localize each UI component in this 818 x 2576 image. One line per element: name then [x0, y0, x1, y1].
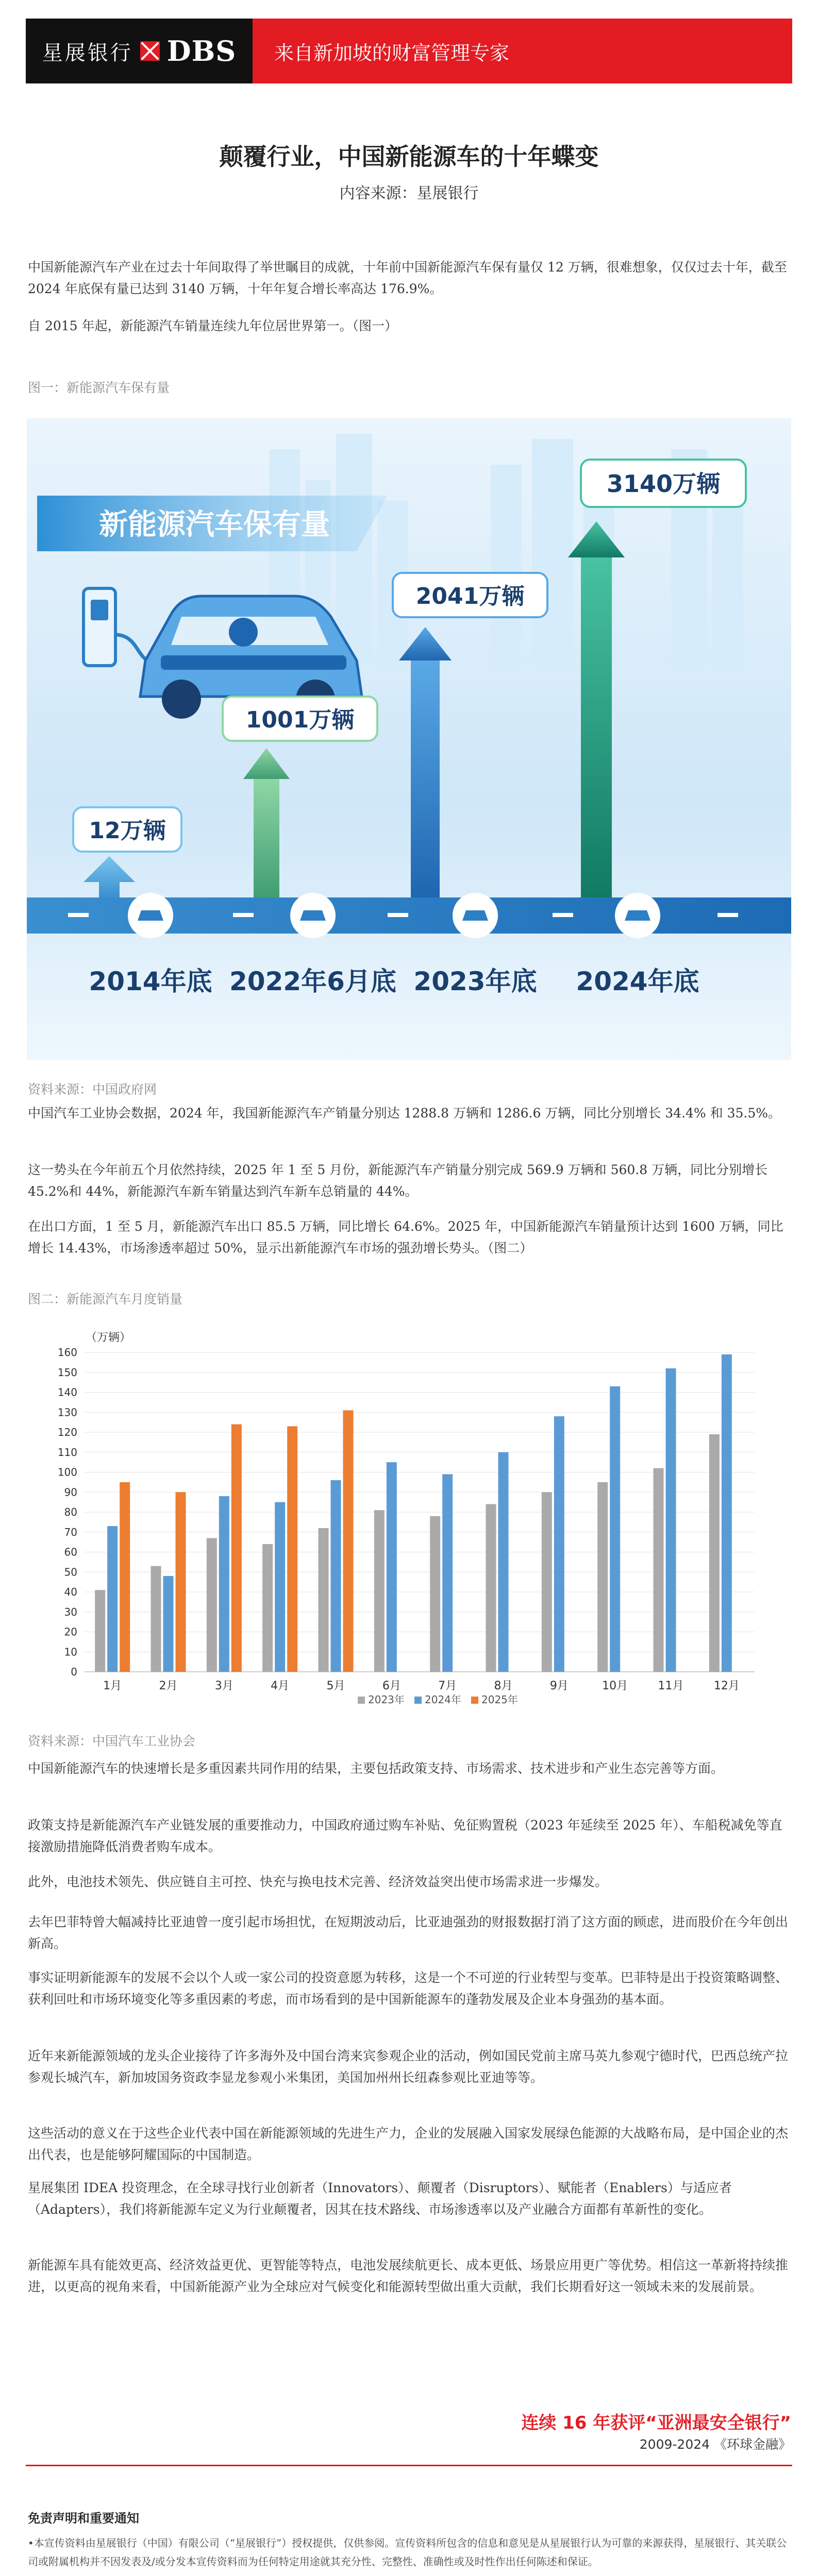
monthly-sales-chart [28, 1327, 791, 1718]
x-tick-label: 3月 [214, 1680, 233, 1692]
value-label-2014: 12万辆 [89, 818, 166, 844]
bar-2024年-10月 [610, 1386, 620, 1672]
x-tick-label: 6月 [382, 1680, 401, 1692]
tagline-banner [253, 19, 792, 83]
bar-2024年-6月 [387, 1462, 397, 1672]
y-tick-label: 70 [64, 1526, 77, 1538]
award-subtitle: 2009-2024 《环球金融》 [639, 2437, 791, 2452]
paragraph-3: 中国汽车工业协会数据，2024 年，我国新能源汽车产销量分别达 1288.8 万辆和 1286.6 万辆，同比分别增长 34.4% 和 35.5%。 [28, 1106, 781, 1121]
bar-2024年-3月 [219, 1496, 229, 1672]
y-tick-label: 60 [64, 1546, 77, 1558]
legend-label-2025年: 2025年 [481, 1693, 518, 1706]
x-tick-label: 10月 [602, 1680, 628, 1692]
bar-2024年-9月 [554, 1416, 564, 1672]
bar-2025年-4月 [287, 1426, 297, 1672]
infographic-banner: 新能源汽车保有量 [99, 508, 330, 541]
x-tick-label: 2月 [159, 1680, 178, 1692]
y-tick-label: 110 [57, 1446, 77, 1459]
bar-2024年-2月 [163, 1576, 174, 1672]
brand-header [26, 19, 792, 83]
bar-2023年-1月 [95, 1590, 105, 1672]
paragraph-1: 中国新能源汽车产业在过去十年间取得了举世瞩目的成就，十年前中国新能源汽车保有量仅 12 万辆，很难想象，仅仅过去十年，截至 2024 年底保有量已达到 3140 万辆，十年年复合增长率高达 176.9%。 [28, 260, 787, 296]
paragraph-4: 这一势头在今年前五个月依然持续，2025 年 1 至 5 月份，新能源汽车产销量分别完成 569.9 万辆和 560.8 万辆，同比分别增长 45.2%和 44%，新能源汽车新车销量达到汽车新车总销量的 44%。 [28, 1162, 768, 1199]
paragraph-2: 自 2015 年起，新能源汽车销量连续九年位居世界第一。（图一） [28, 318, 398, 333]
y-tick-label: 150 [57, 1366, 77, 1379]
legend-swatch-2024年 [414, 1697, 422, 1704]
figure-2-source: 资料来源：中国汽车工业协会 [28, 1734, 196, 1749]
x-tick-label: 1月 [103, 1680, 122, 1692]
value-label-2023: 2041万辆 [415, 583, 525, 609]
paragraph-12: 这些活动的意义在于这些企业代表中国在新能源领域的先进生产力，企业的发展融入国家发展绿色能源的大战略布局，是中国企业的杰出代表，也是能够阿耀国际的中国制造。 [28, 2126, 789, 2162]
bar-2023年-9月 [542, 1492, 552, 1672]
bar-2024年-8月 [498, 1452, 509, 1672]
value-bubble-2014 [73, 807, 181, 852]
paragraph-8: 此外，电池技术领先、供应链自主可控、快充与换电技术完善、经济效益突出使市场需求进一步爆发。 [28, 1874, 608, 1889]
figure-2-caption: 图二：新能源汽车月度销量 [28, 1292, 183, 1307]
arrow-2024-shaft [581, 557, 612, 897]
article-title: 颠覆行业，中国新能源车的十年蝶变 [219, 143, 599, 171]
bar-2024年-12月 [722, 1354, 732, 1672]
x-tick-label: 7月 [438, 1680, 457, 1692]
y-tick-label: 20 [64, 1625, 77, 1638]
bar-2024年-5月 [331, 1480, 341, 1672]
legend-swatch-2025年 [471, 1697, 478, 1704]
logo-chinese-text: 星展银行 [42, 41, 133, 65]
bar-2023年-4月 [262, 1544, 273, 1672]
bar-2023年-3月 [207, 1538, 217, 1672]
y-tick-label: 90 [64, 1486, 77, 1499]
paragraph-6: 中国新能源汽车的快速增长是多重因素共同作用的结果，主要包括政策支持、市场需求、技术进步和产业生态完善等方面。 [28, 1761, 724, 1776]
value-label-2024: 3140万辆 [606, 470, 721, 498]
bar-2023年-2月 [151, 1566, 161, 1672]
paragraph-11: 近年来新能源领域的龙头企业接待了许多海外及中国台湾来宾参观企业的活动，例如国民党前主席马英九参观宁德时代，巴西总统产拉参观长城汽车，新加坡国务资政李显龙参观小米集团，美国加州州长纽森参观比亚迪等等。 [28, 2048, 789, 2085]
disclaimer-title: 免责声明和重要通知 [28, 2511, 139, 2526]
car-icon-1 [128, 893, 173, 938]
paragraph-14: 新能源车具有能效更高、经济效益更优、更智能等特点，电池发展续航更长、成本更低、场景应用更广等优势。相信这一革新将持续推进，以更高的视角来看，中国新能源产业为全球应对气候变化和能源转型做出重大贡献，我们长期看好这一领域未来的发展前景。 [28, 2258, 789, 2294]
value-label-2022: 1001万辆 [245, 707, 355, 733]
article-source: 内容来源：星展银行 [339, 184, 479, 202]
logo-english-text: DBS [166, 35, 237, 67]
figure-1-source: 资料来源：中国政府网 [28, 1082, 157, 1097]
arrow-2023-shaft [411, 660, 440, 897]
dbs-logo[interactable] [26, 19, 253, 83]
car-icon-4 [615, 893, 660, 938]
period-label-2023: 2023年底 [413, 967, 537, 996]
bar-2023年-12月 [709, 1434, 720, 1672]
x-tick-label: 5月 [326, 1680, 345, 1692]
car-icon-3 [453, 893, 498, 938]
bar-2023年-6月 [374, 1510, 385, 1672]
car-icon-2 [290, 893, 336, 938]
red-divider [26, 2465, 792, 2466]
arrow-2022-shaft [254, 779, 279, 897]
dbs-x-icon [140, 41, 160, 61]
bar-2025年-5月 [343, 1410, 354, 1672]
paragraph-10: 事实证明新能源车的发展不会以个人或一家公司的投资意愿为转移，这是一个不可逆的行业转型与变革。巴菲特是出于投资策略调整、获利回吐和市场环境变化等多重因素的考虑，而市场看到的是中国新能源车的蓬勃发展及企业本身强劲的基本面。 [28, 1970, 789, 2007]
y-tick-label: 10 [64, 1646, 77, 1658]
paragraph-7: 政策支持是新能源汽车产业链发展的重要推动力，中国政府通过购车补贴、免征购置税（2023 年延续至 2025 年）、车船税减免等直接激励措施降低消费者购车成本。 [28, 1818, 782, 1854]
x-tick-label: 9月 [549, 1680, 569, 1692]
paragraph-13: 星展集团 IDEA 投资理念，在全球寻找行业创新者（Innovators）、颠覆者（Disruptors）、赋能者（Enablers）与适应者（Adapters），我们将新能源车定义为行业颠覆者，因其在技术路线、市场渗透率以及产业融合方面都有革新性的变化。 [28, 2180, 732, 2217]
bar-2024年-1月 [107, 1526, 118, 1672]
paragraph-9: 去年巴菲特曾大幅减持比亚迪曾一度引起市场担忧，在短期波动后，比亚迪强劲的财报数据打消了这方面的顾虑，进而股价在今年创出新高。 [28, 1914, 789, 1951]
x-tick-label: 11月 [658, 1680, 684, 1692]
bar-2023年-8月 [486, 1504, 496, 1672]
y-tick-label: 160 [57, 1346, 77, 1359]
disclaimer-1: •本宣传资料由星展银行（中国）有限公司（“星展银行”）授权提供，仅供参阅。宣传资料所包含的信息和意见是从星展银行认为可靠的来源获得，星展银行、其关联公司或附属机构并不因发表及/或分发本宣传资料而为任何特定用途就其充分性、完整性、准确性或及时性作出任何陈述和保证。 [28, 2537, 787, 2568]
y-tick-label: 40 [64, 1586, 77, 1598]
legend-label-2023年: 2023年 [368, 1693, 405, 1706]
bar-2023年-7月 [430, 1516, 440, 1672]
figure-1-caption: 图一：新能源汽车保有量 [28, 380, 170, 395]
chart-ylabel: （万辆） [86, 1331, 131, 1344]
monthly-sales-svg [28, 1327, 791, 1718]
value-bubble-2023 [393, 573, 547, 617]
y-tick-label: 30 [64, 1605, 77, 1618]
award-title: 连续 16 年获评“亚洲最安全银行” [521, 2413, 791, 2433]
tagline-text: 来自新加坡的财富管理专家 [274, 41, 510, 64]
bar-2023年-11月 [654, 1468, 664, 1672]
y-tick-label: 100 [57, 1466, 77, 1479]
y-tick-label: 140 [57, 1386, 77, 1399]
y-tick-label: 0 [71, 1666, 77, 1678]
period-label-2024: 2024年底 [576, 967, 699, 996]
bar-2023年-5月 [319, 1528, 329, 1672]
y-tick-label: 80 [64, 1506, 77, 1518]
infographic-ev-ownership [27, 418, 791, 1060]
bar-2025年-2月 [176, 1492, 186, 1672]
x-tick-label: 12月 [713, 1680, 740, 1692]
y-tick-label: 130 [57, 1406, 77, 1419]
value-bubble-2024 [581, 460, 746, 507]
value-bubble-2022 [223, 697, 377, 741]
paragraph-5: 在出口方面，1 至 5 月，新能源汽车出口 85.5 万辆，同比增长 64.6%。2025 年，中国新能源汽车销量预计达到 1600 万辆，同比增长 14.43%，市场渗透率超过 50%，显示出新能源汽车市场的强劲增长势头。（图二） [28, 1219, 783, 1256]
x-tick-label: 4月 [271, 1680, 290, 1692]
y-tick-label: 120 [57, 1426, 77, 1438]
bar-2025年-1月 [120, 1482, 130, 1672]
y-tick-label: 50 [64, 1566, 77, 1579]
bar-2023年-10月 [597, 1482, 608, 1672]
legend-swatch-2023年 [358, 1697, 365, 1704]
infographic-svg [27, 418, 791, 1060]
bar-2024年-4月 [275, 1502, 285, 1672]
bar-2024年-7月 [442, 1474, 453, 1672]
legend-label-2024年: 2024年 [425, 1693, 461, 1706]
bar-2024年-11月 [666, 1368, 676, 1672]
period-label-2014: 2014年底 [89, 967, 212, 996]
bar-2025年-3月 [231, 1425, 242, 1672]
x-tick-label: 8月 [494, 1680, 513, 1692]
period-label-2022: 2022年6月底 [229, 967, 396, 996]
